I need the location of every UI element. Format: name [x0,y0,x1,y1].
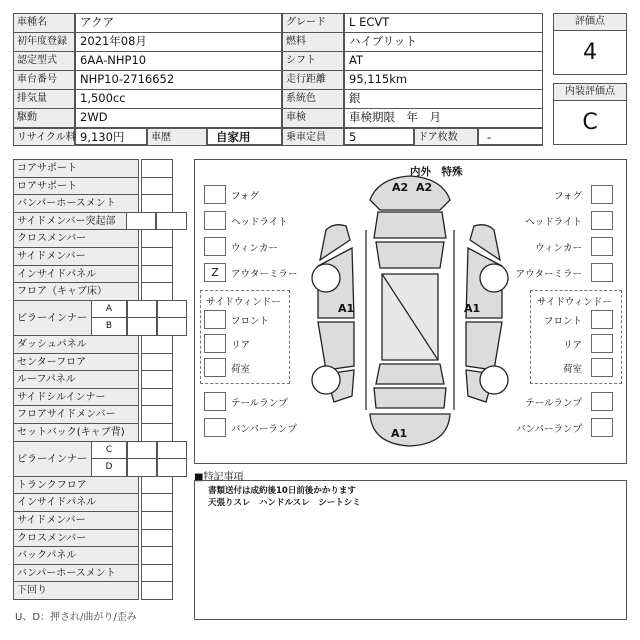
part-check-box[interactable] [127,317,157,336]
left-lamp-label: バンパーランプ [231,424,297,435]
left-item-label: アウターミラー [231,269,298,280]
car-rear-window [376,364,444,384]
part-name: バンパーホースメント [13,194,139,213]
part-name: インサイドパネル [13,493,139,512]
left-window-label: リア [231,340,251,351]
mark-rear-a1: A1 [391,427,408,440]
car-wheel-rear-left [312,366,340,394]
car-wheel-rear-right [480,366,508,394]
header-value: ハイブリット [344,32,543,52]
header-value: AT [344,51,543,71]
part-sub-label: A [91,300,127,319]
header-value: 車検期限 年 月 [344,108,543,128]
header-label: 車種名 [13,13,75,33]
part-check-box[interactable] [157,317,187,336]
part-check-box[interactable] [127,441,157,460]
right-lamp-box[interactable] [591,392,613,411]
right-item-box[interactable] [591,185,613,204]
header-label: 駆動 [13,108,75,128]
right-item-label: フォグ [553,191,582,202]
part-name: セットバック(キャブ背) [13,423,139,442]
part-name: ピラーインナー [13,300,92,336]
part-check-box[interactable] [141,159,173,178]
header-value: 6AA-NHP10 [75,51,282,71]
car-windshield [376,242,444,268]
header-value: 銀 [344,89,543,109]
notes-line-2: 天張りスレ ハンドルスレ シートシミ [208,498,361,508]
right-item-label: アウターミラー [515,269,582,280]
part-check-box[interactable] [141,265,173,284]
car-diagram [290,170,530,450]
left-item-box[interactable] [204,185,226,204]
part-check-box[interactable] [126,212,156,231]
header-label: 車台番号 [13,70,75,90]
left-item-label: ウィンカー [231,243,278,254]
part-name: コアサポート [13,159,139,178]
right-item-label: ウィンカー [535,243,582,254]
left-lamp-label: テールランプ [231,398,288,409]
part-check-box[interactable] [157,458,187,477]
header-value: アクア [75,13,282,33]
part-name: 下回り [13,581,139,600]
part-name: バンパーホースメント [13,564,139,583]
car-wheel-front-right [480,264,508,292]
right-window-label: リア [562,340,582,351]
notes-line-1: 書類送付は成約後10日前後かかります [208,486,356,496]
header-label: 初年度登録 [13,32,75,52]
header-value: NHP10-2716652 [75,70,282,90]
mark-left-a1: A1 [338,302,355,315]
right-lamp-label: バンパーランプ [516,424,582,435]
part-name: ルーフパネル [13,370,139,389]
header-label: 系統色 [282,89,344,109]
capacity-label: 乗車定員 [282,128,344,146]
part-check-box[interactable] [141,177,173,196]
part-check-box[interactable] [141,564,173,583]
car-wheel-front-left [312,264,340,292]
recycle-value: 9,130円 [75,128,147,146]
right-item-box[interactable] [591,211,613,230]
notes-title: ■特記事項 [194,472,244,483]
part-check-box[interactable] [141,194,173,213]
part-check-box[interactable] [141,282,173,301]
right-lamp-label: テールランプ [525,398,582,409]
header-label: シフト [282,51,344,71]
left-item-box[interactable] [204,237,226,256]
part-check-box[interactable] [141,511,173,530]
mark-front-a2-right: A2 [416,181,433,194]
diagram-title: 内外 特殊 [410,166,463,178]
part-check-box[interactable] [141,370,173,389]
part-check-box[interactable] [127,300,157,319]
car-left-rear-door [318,322,354,370]
side-window-left-title: サイドウィンドー [206,297,281,308]
left-item-box[interactable]: Z [204,263,226,282]
recycle-label: リサイクル料 [13,128,75,146]
part-check-box[interactable] [156,212,187,231]
header-label: 認定型式 [13,51,75,71]
right-item-box[interactable] [591,263,613,282]
part-check-box[interactable] [141,388,173,407]
history-label: 車歴 [147,128,207,146]
part-sub-label: C [91,441,127,460]
right-lamp-box[interactable] [591,418,613,437]
left-lamp-box[interactable] [204,392,226,411]
part-check-box[interactable] [141,546,173,565]
legend-text: U、D：押され/曲がり/歪み [15,612,137,623]
part-check-box[interactable] [141,476,173,495]
part-check-box[interactable] [141,405,173,424]
left-lamp-box[interactable] [204,418,226,437]
header-value: 2021年08月 [75,32,282,52]
part-check-box[interactable] [141,423,173,442]
left-window-label: 荷室 [231,364,251,375]
part-name: クロスメンバー [13,229,139,248]
right-item-box[interactable] [591,237,613,256]
side-window-right-title: サイドウィンドー [537,297,612,308]
interior-rating-label: 内装評価点 [553,83,627,101]
part-name: フロアサイドメンバー [13,405,139,424]
part-name: フロア（キャブ床） [13,282,139,301]
part-sub-label: B [91,317,127,336]
part-check-box[interactable] [141,493,173,512]
car-trunk [374,388,446,408]
header-value: 1,500cc [75,89,282,109]
left-item-box[interactable] [204,211,226,230]
mark-front-a2-left: A2 [392,181,409,194]
header-value: 2WD [75,108,282,128]
header-value: 95,115km [344,70,543,90]
header-label: 燃料 [282,32,344,52]
header-label: 排気量 [13,89,75,109]
header-label: 走行距離 [282,70,344,90]
rating-value: 4 [553,30,627,75]
part-check-box[interactable] [141,335,173,354]
part-check-box[interactable] [141,529,173,548]
part-name: クロスメンバー [13,529,139,548]
part-name: バックパネル [13,546,139,565]
part-check-box[interactable] [157,441,187,460]
right-window-label: フロント [543,316,582,327]
rating-label: 評価点 [553,13,627,31]
doors-value: - [478,128,543,146]
part-check-box[interactable] [127,458,157,477]
part-name: ピラーインナー [13,441,92,477]
part-name: ロアサポート [13,177,139,196]
part-name: インサイドパネル [13,265,139,284]
part-check-box[interactable] [141,229,173,248]
mark-right-a1: A1 [464,302,481,315]
part-name: トランクフロア [13,476,139,495]
doors-label: ドア枚数 [414,128,478,146]
history-value: 自家用 [207,128,282,146]
left-item-label: フォグ [231,191,260,202]
part-name: サイドメンバー [13,511,139,530]
part-name: センターフロア [13,353,139,372]
part-check-box[interactable] [141,581,173,600]
part-name: ダッシュパネル [13,335,139,354]
header-value: L ECVT [344,13,543,33]
part-check-box[interactable] [157,300,187,319]
part-sub-label: D [91,458,127,477]
interior-rating-value: C [553,100,627,145]
car-right-rear-door [466,322,502,370]
car-hood [374,212,446,238]
part-check-box[interactable] [141,247,173,266]
capacity-value: 5 [344,128,414,146]
part-name: サイドシルインナー [13,388,139,407]
part-name: サイドメンバー突起部 [13,212,127,231]
car-front-panel [370,176,450,210]
left-window-label: フロント [231,316,270,327]
right-window-label: 荷室 [562,364,582,375]
part-check-box[interactable] [141,353,173,372]
header-label: 車検 [282,108,344,128]
left-item-label: ヘッドライト [231,217,288,228]
car-rear-bumper [370,414,450,446]
header-label: グレード [282,13,344,33]
right-item-label: ヘッドライト [525,217,582,228]
part-name: サイドメンバー [13,247,139,266]
